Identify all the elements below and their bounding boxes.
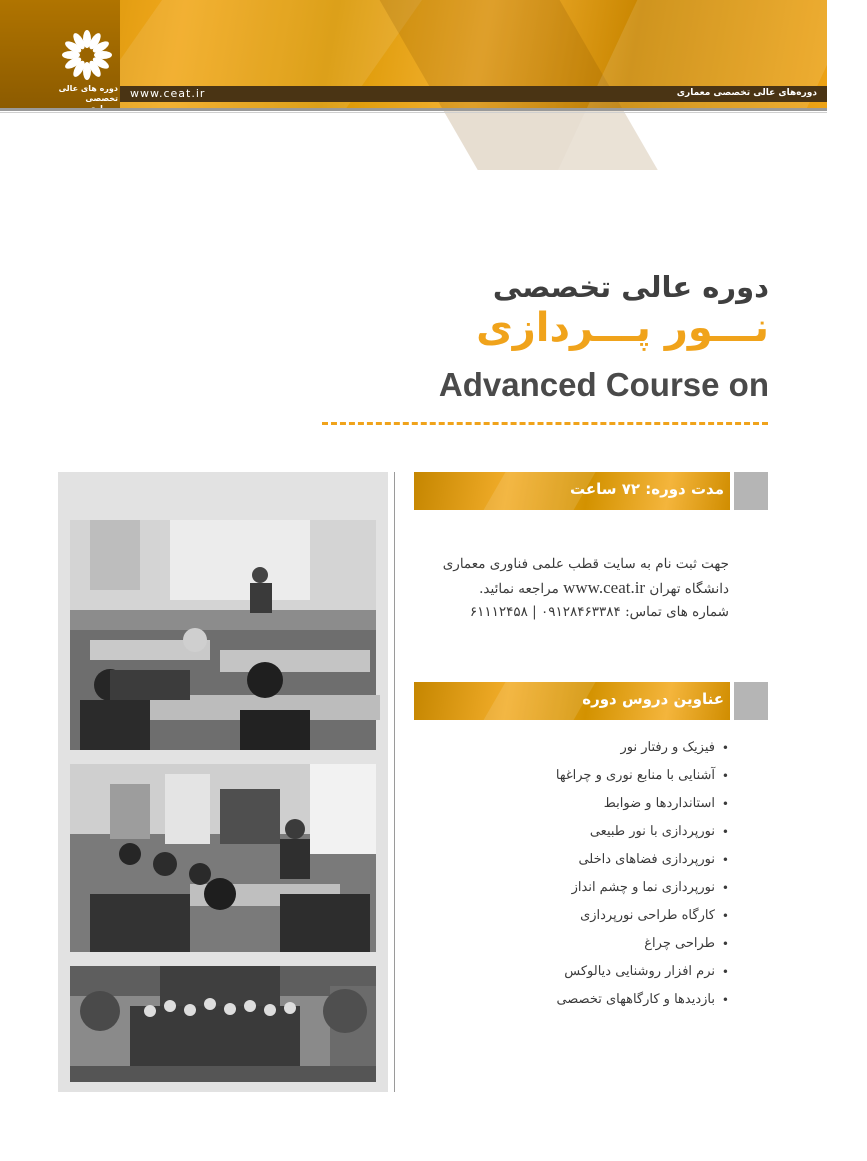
english-title: Advanced Course on — [438, 366, 769, 403]
registration-line-2 — [399, 576, 729, 601]
list-item: • کارگاه طراحی نورپردازی — [399, 906, 729, 934]
dashed-divider — [322, 422, 768, 425]
header-rule — [0, 108, 827, 111]
registration-url-link[interactable]: www.ceat.ir — [563, 578, 646, 597]
list-item: • نورپردازی با نور طبیعی — [399, 822, 729, 850]
logo-panel — [0, 0, 120, 108]
topics-heading: عناوین دروس دوره — [582, 690, 724, 708]
duration-bar — [414, 472, 768, 510]
classroom-photo — [70, 520, 376, 750]
course-type-title: دوره عالی تخصصی — [492, 270, 769, 304]
registration-info — [399, 553, 729, 624]
list-item: • فیزیک و رفتار نور — [399, 738, 729, 766]
topics-bar-square — [734, 682, 768, 720]
list-item: • بازدیدها و کارگاههای تخصصی — [399, 990, 729, 1018]
site-url-link[interactable]: www.ceat.ir — [130, 87, 206, 100]
list-item: • طراحی چراغ — [399, 934, 729, 962]
list-item: • استانداردها و ضوابط — [399, 794, 729, 822]
header-banner — [0, 0, 827, 108]
registration-university: دانشگاه تهران — [649, 581, 729, 597]
header-strip — [120, 86, 827, 102]
list-item: • نورپردازی فضاهای داخلی — [399, 850, 729, 878]
seminar-photo — [70, 764, 376, 952]
duration-bar-square — [734, 472, 768, 510]
registration-instruction: مراجعه نمائید. — [479, 581, 559, 597]
duration-label: مدت دوره: ۷۲ ساعت — [569, 480, 724, 498]
logo-text: دوره های عالی تخصصی — [58, 84, 118, 103]
seminar-photo-image — [70, 764, 376, 952]
group-photo-image — [70, 966, 376, 1082]
column-divider — [394, 472, 395, 1092]
list-item: • نرم افزار روشنایی دیالوکس — [399, 962, 729, 990]
classroom-photo-image — [70, 520, 376, 750]
header-rule-thin — [0, 112, 827, 113]
course-name-title: نـــور پـــردازی — [476, 305, 769, 351]
topics-bar — [414, 682, 768, 720]
flower-logo-icon — [60, 28, 114, 82]
header-tagline: دوره‌های عالی تخصصی معماری — [676, 88, 817, 98]
topics-list — [399, 738, 729, 1018]
group-photo — [70, 966, 376, 1082]
list-item: • آشنایی با منابع نوری و چراغها — [399, 766, 729, 794]
photo-column — [58, 472, 388, 1092]
registration-line-1: جهت ثبت نام به سایت قطب علمی فناوری معماری — [442, 556, 729, 572]
contact-numbers: شماره های تماس: ۰۹۱۲۸۴۶۳۳۸۴ | ۶۱۱۱۲۴۵۸ — [469, 604, 729, 620]
list-item: • نورپردازی نما و چشم انداز — [399, 878, 729, 906]
